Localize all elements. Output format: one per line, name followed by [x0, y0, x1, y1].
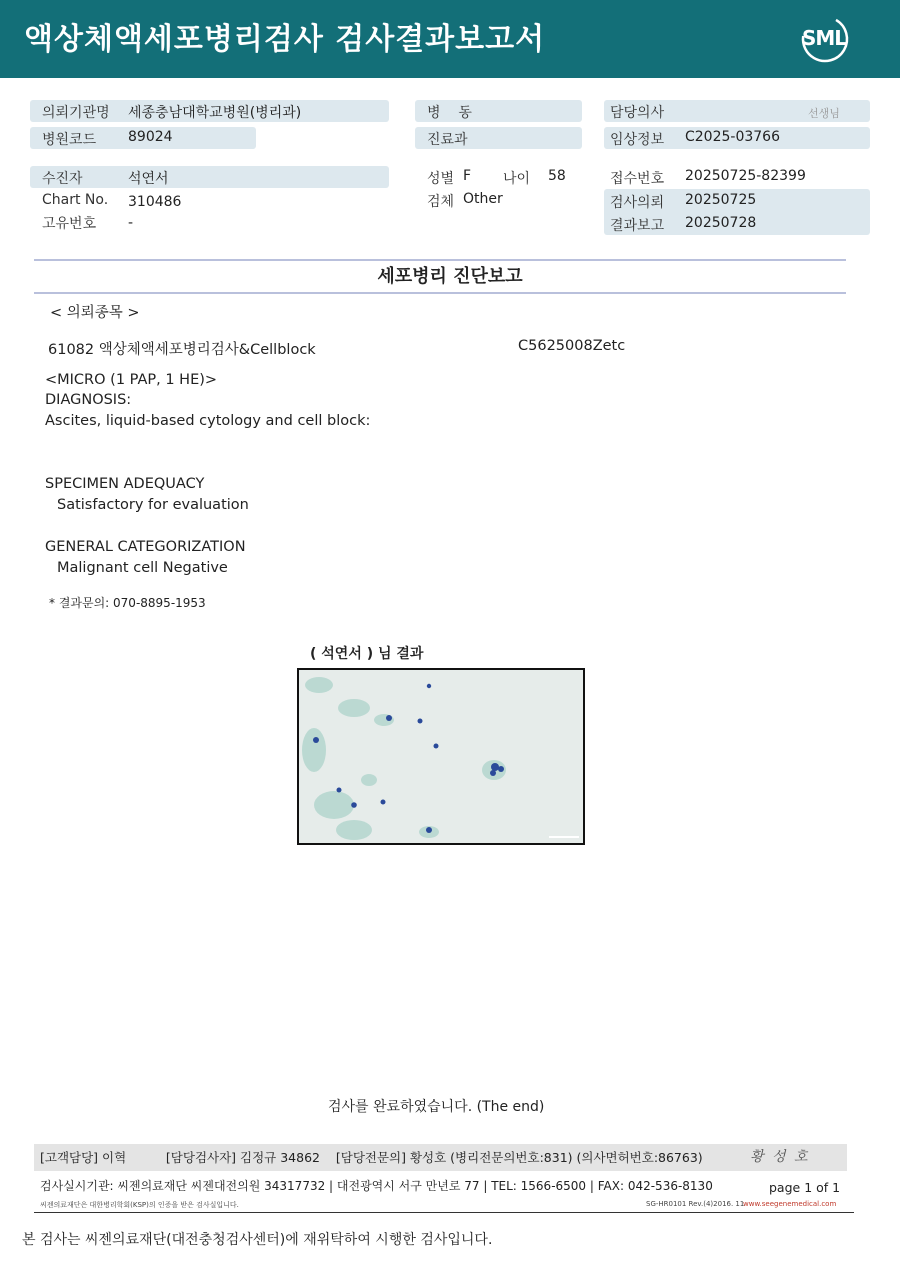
- request-label: 검사의뢰: [610, 195, 665, 211]
- clinical-value: C2025-03766: [685, 129, 780, 145]
- sex-label: 성별: [427, 171, 455, 187]
- website-link[interactable]: www.seegenemedical.com: [743, 1200, 837, 1208]
- signature: 황 성 호: [750, 1149, 810, 1165]
- diagnosis-text: Ascites, liquid-based cytology and cell block:: [45, 413, 371, 429]
- outsourced-note: 본 검사는 씨젠의료재단(대전충청검사센터)에 재위탁하여 시행한 검사입니다.: [22, 1232, 493, 1248]
- footer-bottom-rule: [34, 1212, 854, 1213]
- micro-line: <MICRO (1 PAP, 1 HE)>: [45, 372, 218, 388]
- institution-value: 세종충남대학교병원(병리과): [128, 105, 302, 121]
- form-code: SG-HR0101 Rev.(4)2016. 11: [646, 1200, 745, 1208]
- institution-label: 의뢰기관명: [42, 105, 110, 121]
- receipt-label: 접수번호: [610, 171, 665, 187]
- patient-row: [30, 166, 389, 188]
- adequacy-label: SPECIMEN ADEQUACY: [45, 476, 205, 492]
- report-date-value: 20250728: [685, 215, 757, 231]
- report-title: 액상체액세포병리검사 검사결과보고서: [24, 22, 546, 57]
- institution-line: 검사실시기관: 씨젠의료재단 씨젠대전의원 34317732 | 대전광역시 서구 만년로 77 | TEL: 1566-6500 | FAX: 042-536-8130: [40, 1179, 713, 1193]
- section-bottom-rule: [34, 292, 846, 294]
- requested-item-code: C5625008Zetc: [518, 338, 626, 354]
- unique-label: 고유번호: [42, 216, 97, 232]
- requested-items-heading: < 의뢰종목 >: [50, 305, 140, 321]
- clinical-label: 임상정보: [610, 132, 665, 148]
- section-top-rule: [34, 259, 846, 261]
- age-label: 나이: [503, 171, 531, 187]
- cytology-micrograph: [297, 668, 585, 845]
- micrograph-svg: [299, 670, 583, 843]
- age-value: 58: [548, 168, 566, 184]
- hospital-code-label: 병원코드: [42, 132, 97, 148]
- doctor-label: 담당의사: [610, 105, 665, 121]
- receipt-value: 20250725-82399: [685, 168, 806, 184]
- chart-label: Chart No.: [42, 192, 109, 208]
- page-number: page 1 of 1: [769, 1180, 841, 1195]
- patient-value: 석연서: [128, 171, 169, 187]
- categorization-text: Malignant cell Negative: [57, 560, 228, 576]
- staff-line: [고객담당] 이혁 [담당검사자] 김정규 34862 [담당전문의] 황성호 (병리전문의번호:831) (의사면허번호:86763): [40, 1150, 703, 1165]
- inquiry-note: * 결과문의: 070-8895-1953: [49, 596, 206, 610]
- diagnosis-label: DIAGNOSIS:: [45, 392, 132, 408]
- unique-value: -: [128, 215, 134, 231]
- sex-value: F: [463, 168, 472, 184]
- end-text: 검사를 완료하였습니다. (The end): [328, 1099, 545, 1115]
- section-title: 세포병리 진단보고: [377, 266, 523, 287]
- chart-value: 310486: [128, 194, 182, 210]
- specimen-label: 검체: [427, 194, 455, 210]
- hospital-code-value: 89024: [128, 129, 173, 145]
- image-caption: ( 석연서 ) 님 결과: [310, 646, 424, 662]
- request-value: 20250725: [685, 192, 757, 208]
- patient-label: 수진자: [42, 171, 83, 187]
- ward-label: 병 동: [427, 105, 472, 121]
- specimen-value: Other: [463, 191, 503, 207]
- categorization-label: GENERAL CATEGORIZATION: [45, 539, 246, 555]
- doctor-suffix: 선생님: [808, 107, 840, 120]
- requested-item: 61082 액상체액세포병리검사&Cellblock: [48, 342, 316, 358]
- accreditation-note: 씨젠의료재단은 대한병리학회(KSP)의 인증을 받은 검사실입니다.: [40, 1201, 239, 1209]
- sml-logo-text: SML: [802, 26, 847, 50]
- dept-label: 진료과: [427, 132, 468, 148]
- report-date-label: 결과보고: [610, 218, 665, 234]
- adequacy-text: Satisfactory for evaluation: [57, 497, 249, 513]
